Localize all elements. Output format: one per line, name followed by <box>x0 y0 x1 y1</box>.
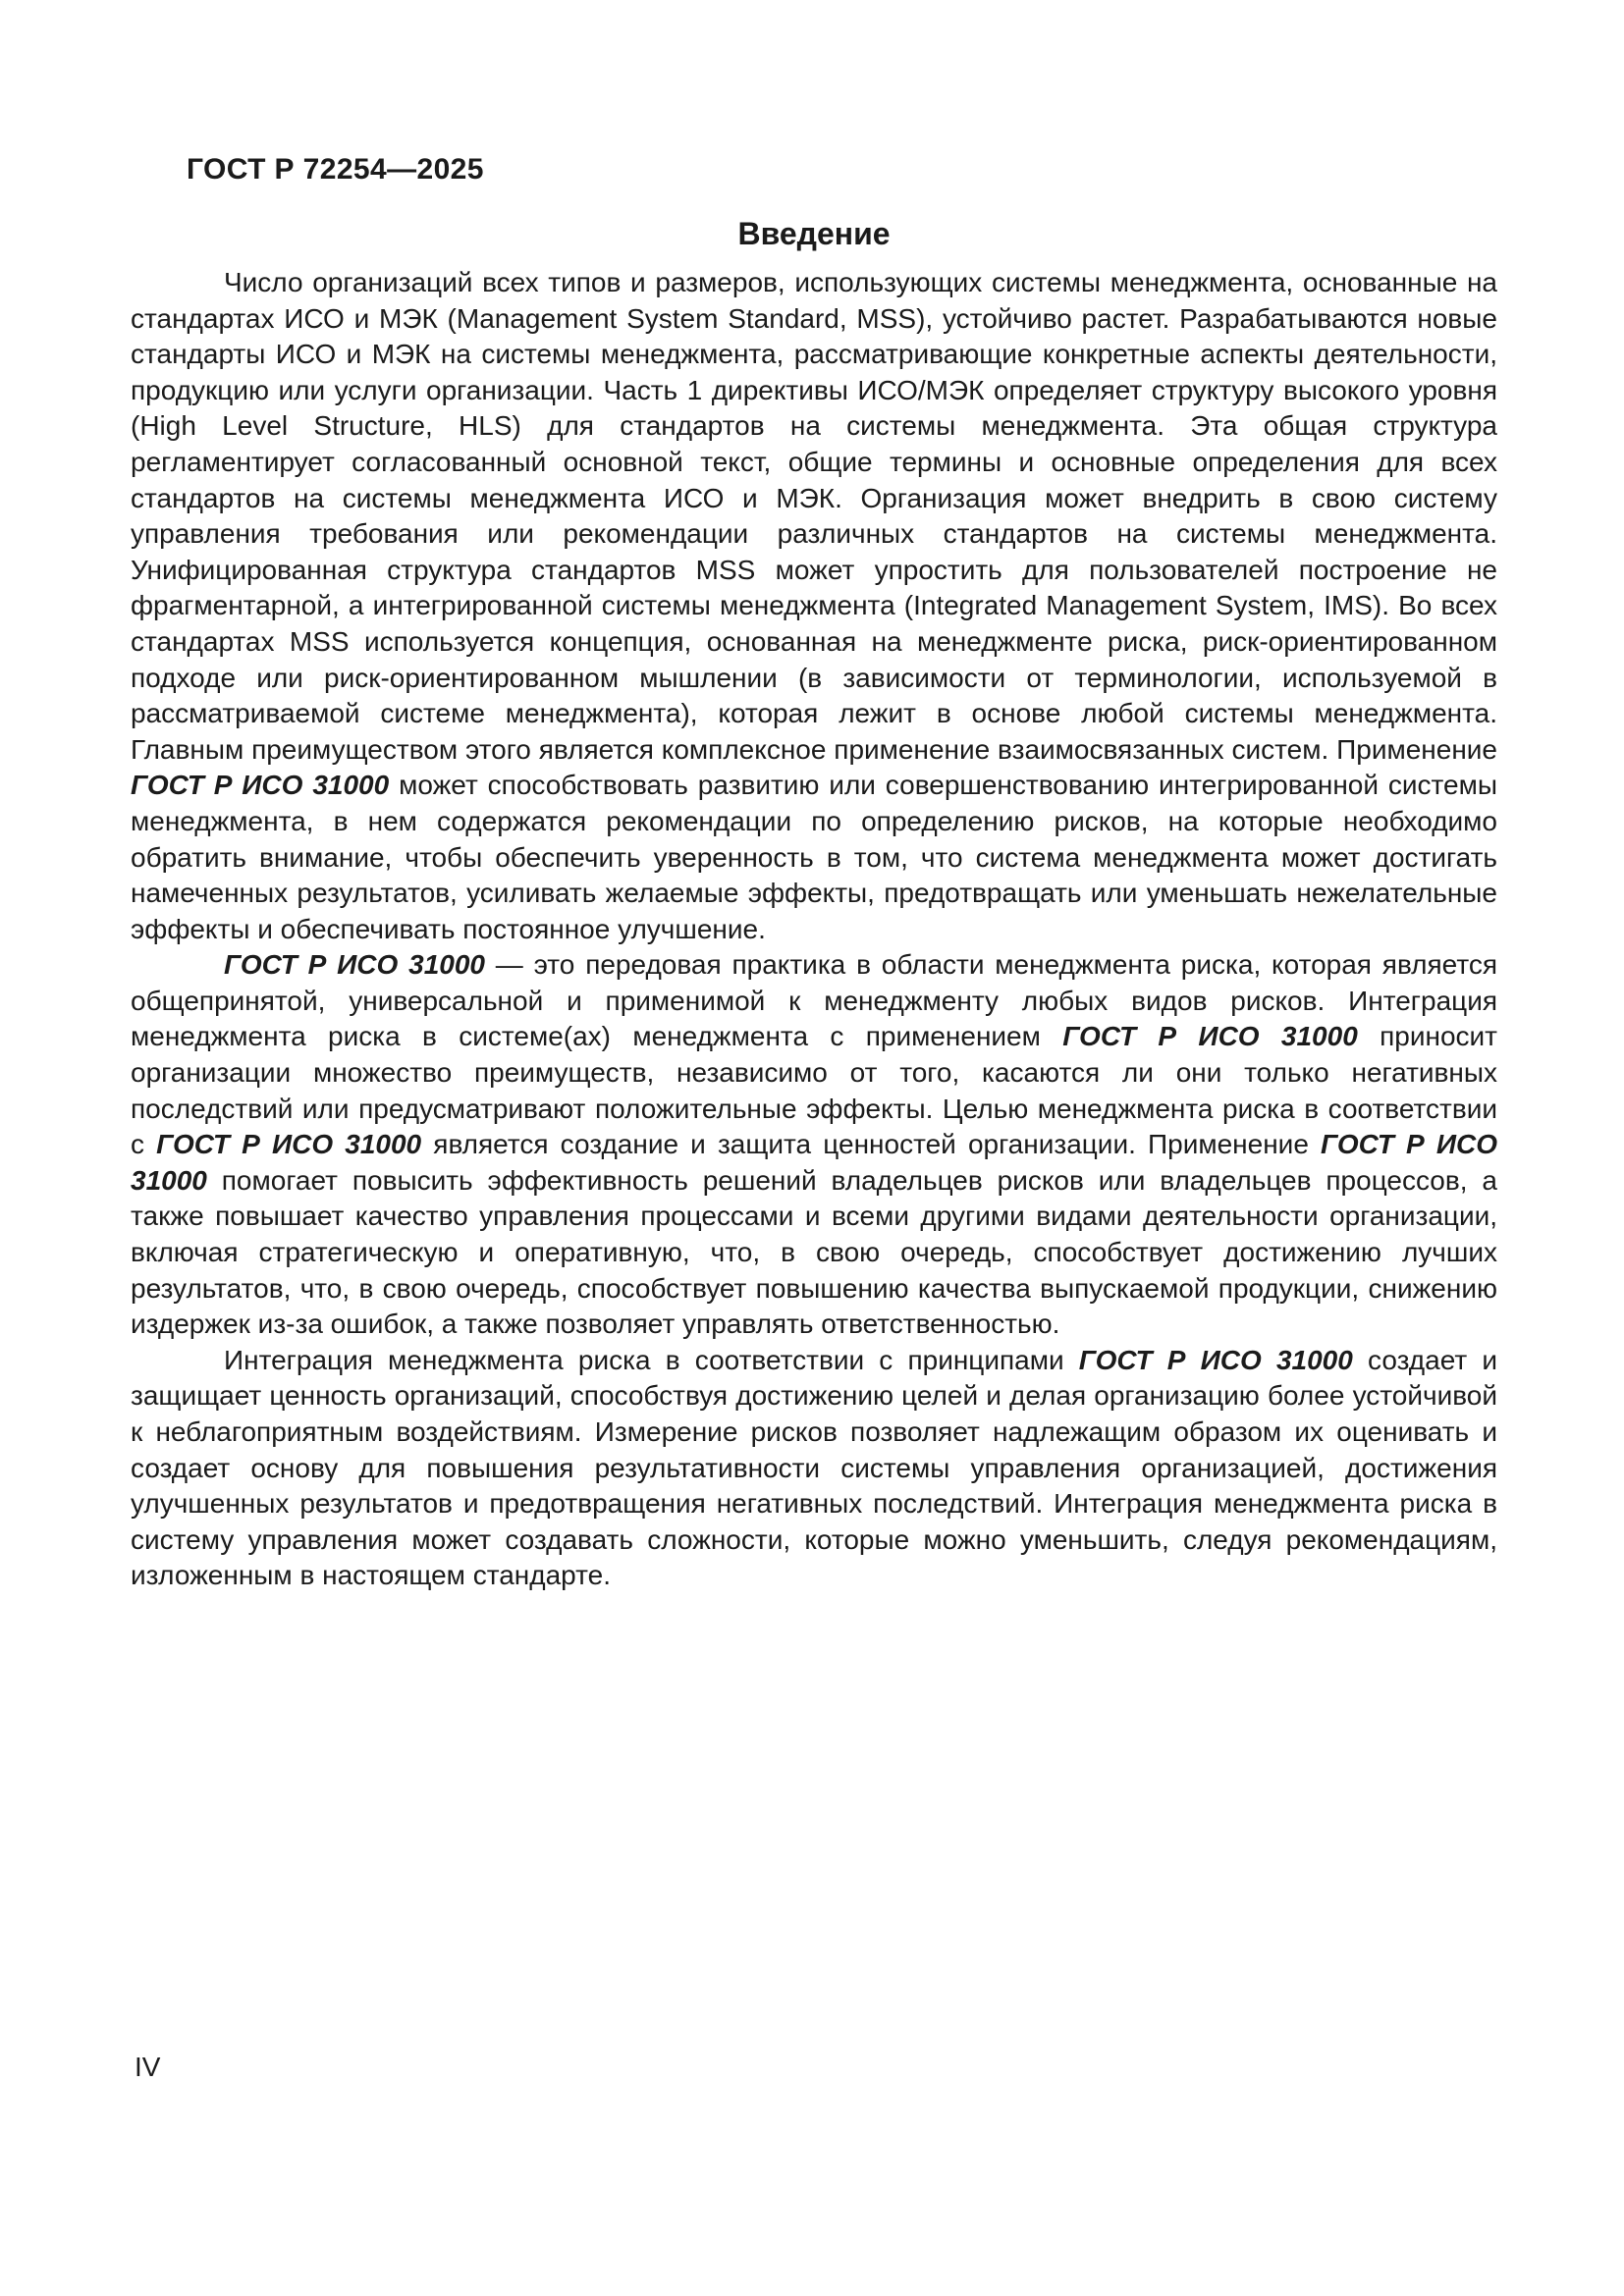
page-number: IV <box>135 2052 161 2082</box>
body-text <box>131 265 1497 1594</box>
gost-reference: ГОСТ Р ИСО 31000 <box>156 1129 422 1160</box>
paragraph <box>131 1343 1497 1594</box>
page-title: Введение <box>737 216 891 251</box>
paragraph-text: — это передовая практика в области менеджмента риска, которая является общепринятой, универсальной и применимой к менеджменту любых видов рисков. Интеграция менеджмента риска в системе(ах) менеджмента с применением <box>131 949 1497 1052</box>
standard-designation: ГОСТ Р 72254—2025 <box>187 153 484 186</box>
paragraph-text: может способствовать развитию или совершенствованию интегрированной системы менеджмента, в нем содержатся рекомендации по определению рисков, на которые необходимо обратить внимание, чтобы обеспечить уверенность в том, что система менеджмента может достигать намеченных результатов, усиливать желаемые эффекты, предотвращать или уменьшать нежелательные эффекты и обеспечивать постоянное улучшение. <box>131 770 1497 944</box>
gost-reference: ГОСТ Р ИСО 31000 <box>1078 1344 1353 1375</box>
paragraph-text: Интеграция менеджмента риска в соответствии с принципами <box>224 1344 1079 1375</box>
paragraph-text: создает и защищает ценность организаций, способствуя достижению целей и делая организацию более устойчивой к неблагоприятным воздействиям. Измерение рисков позволяет надлежащим образом их оценивать и создает основу для повышения результативности системы управления организацией, достижения улучшенных результатов и предотвращения негативных последствий. Интеграция менеджмента риска в систему управления может создавать сложности, которые можно уменьшить, следуя рекомендациям, изложенным в настоящем стандарте. <box>131 1344 1497 1591</box>
gost-reference: ГОСТ Р ИСО 31000 <box>131 770 390 801</box>
gost-reference: ГОСТ Р ИСО 31000 <box>224 949 485 981</box>
paragraph-text: Число организаций всех типов и размеров, использующих системы менеджмента, основанные на стандартах ИСО и МЭК (Management System Standard, MSS), устойчиво растет. Разрабатываются новые стандарты ИСО и МЭК на системы менеджмента, рассматривающие конкретные аспекты деятельности, продукцию или услуги организации. Часть 1 директивы ИСО/МЭК определяет структуру высокого уровня (High Level Structure, HLS) для стандартов на системы менеджмента. Эта общая структура регламентирует согласованный основной текст, общие термины и основные определения для всех стандартов на системы менеджмента ИСО и МЭК. Организация может внедрить в свою систему управления требования или рекомендации различных стандартов на системы менеджмента. Унифицированная структура стандартов MSS может упростить для пользователей построение не фрагментарной, а интегрированной системы менеджмента (Integrated Management System, IMS). Во всех стандартах MSS используется концепция, основанная на менеджменте риска, риск-ориентированном подходе или риск-ориентированном мышлении (в зависимости от терминологии, используемой в рассматриваемой системе менеджмента), которая лежит в основе любой системы менеджмента. Главным преимуществом этого является комплексное применение взаимосвязанных систем. Применение <box>131 267 1497 765</box>
paragraph <box>131 947 1497 1343</box>
paragraph-text: приносит организации множество преимуществ, независимо от того, касаются ли они только негативных последствий или предусматривают положительные эффекты. Целью менеджмента риска в соответствии с <box>131 1021 1497 1160</box>
paragraph-text: является создание и защита ценностей организации. Применение <box>421 1129 1322 1160</box>
paragraph <box>131 265 1497 947</box>
gost-reference: ГОСТ Р ИСО 31000 <box>1062 1021 1358 1052</box>
paragraph-text: помогает повысить эффективность решений владельцев рисков или владельцев процессов, а также повышает качество управления процессами и всеми другими видами деятельности организации, включая стратегическую и оперативную, что, в свою очередь, способствует достижению лучших результатов, что, в свою очередь, способствует повышению качества выпускаемой продукции, снижению издержек из-за ошибок, а также позволяет управлять ответственностью. <box>131 1164 1497 1340</box>
gost-reference: ГОСТ Р ИСО 31000 <box>131 1129 1498 1196</box>
